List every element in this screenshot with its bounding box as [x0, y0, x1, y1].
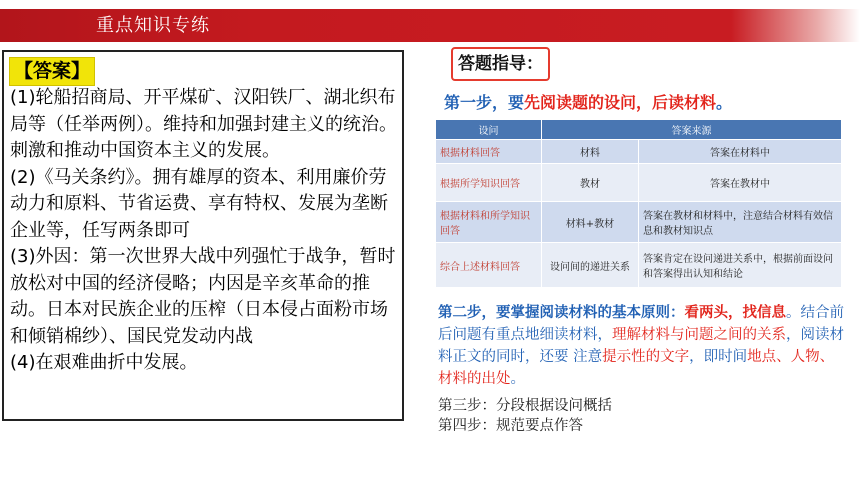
table-header-source: 答案来源 — [542, 120, 842, 140]
table-row — [436, 202, 842, 243]
step-2-text-2: ，阅读材料正文的同时，还要 注意 — [438, 327, 844, 365]
table-header-question: 设问 — [436, 120, 542, 140]
banner-title: 重点知识专练 — [96, 15, 210, 36]
step-2-lead: 第二步，要掌握阅读材料的基本原则： — [438, 305, 685, 321]
answer-text — [10, 85, 400, 377]
table-header-row — [436, 120, 842, 140]
guide-title: 答题指导： — [451, 47, 550, 81]
step-1 — [444, 90, 732, 113]
answer-item-1: (1)轮船招商局、开平煤矿、汉阳铁厂、湖北织布局等（任举两例）。维持和加强封建主义的统治。刺激和推动中国资本主义的发展。 — [10, 87, 397, 161]
table-cell-source: 材料+教材 — [542, 202, 639, 243]
step-1-suffix: 。 — [716, 93, 733, 112]
step-2-highlight-2: 提示性的文字 — [602, 349, 690, 365]
table-cell-answer: 答案在教材中 — [639, 164, 842, 202]
table-cell-source: 教材 — [542, 164, 639, 202]
answer-item-2: (2)《马关条约》。拥有雄厚的资本、利用廉价劳动力和原料、节省运费、享有特权、发展为垄断企业等，任写两条即可 — [10, 166, 388, 241]
step-2-highlight-1: 理解材料与问题之间的关系 — [612, 327, 786, 343]
step-2-highlight-3: 地点、人物、材料的出处 — [438, 349, 835, 387]
step-3: 第三步：分段根据设问概括 — [438, 398, 612, 414]
step-2-principle: 看两头，找信息 — [684, 305, 786, 321]
answer-box — [2, 50, 404, 421]
table-row — [436, 140, 842, 164]
step-1-highlight: 先阅读题的设问，后读材料 — [524, 93, 717, 112]
step-4: 第四步：规范要点作答 — [438, 418, 583, 434]
step-2-text-1: 。结合前后问题有重点地细读材料， — [438, 305, 844, 343]
table-row — [436, 243, 842, 288]
answer-item-3: (3)外因：第一次世界大战中列强忙于战争，暂时放松对中国的经济侵略；内因是辛亥革命的推动。日本对民族企业的压榨（日本侵占面粉市场和倾销棉纱）、国民党发动内战 — [10, 246, 396, 347]
answer-source-table — [435, 119, 842, 288]
table-cell-question: 根据材料和所学知识回答 — [436, 202, 542, 243]
answer-item-4: (4)在艰难曲折中发展。 — [10, 352, 198, 373]
table-row — [436, 164, 842, 202]
step-2 — [438, 302, 846, 390]
step-1-prefix: 第一步，要 — [444, 93, 525, 112]
table-cell-source: 材料 — [542, 140, 639, 164]
table-cell-answer: 答案在材料中 — [639, 140, 842, 164]
answer-tag: 【答案】 — [9, 57, 95, 86]
table-cell-question: 根据材料回答 — [436, 140, 542, 164]
table-cell-answer: 答案在教材和材料中，注意结合材料有效信息和教材知识点 — [639, 202, 842, 243]
table-cell-source: 设问间的递进关系 — [542, 243, 639, 288]
step-2-text-4: 。 — [510, 371, 525, 387]
table-cell-answer: 答案肯定在设问递进关系中，根据前面设问和答案得出认知和结论 — [639, 243, 842, 288]
step-2-text-3: ，即时间 — [689, 349, 748, 365]
table-cell-question: 综合上述材料回答 — [436, 243, 542, 288]
table-cell-question: 根据所学知识回答 — [436, 164, 542, 202]
